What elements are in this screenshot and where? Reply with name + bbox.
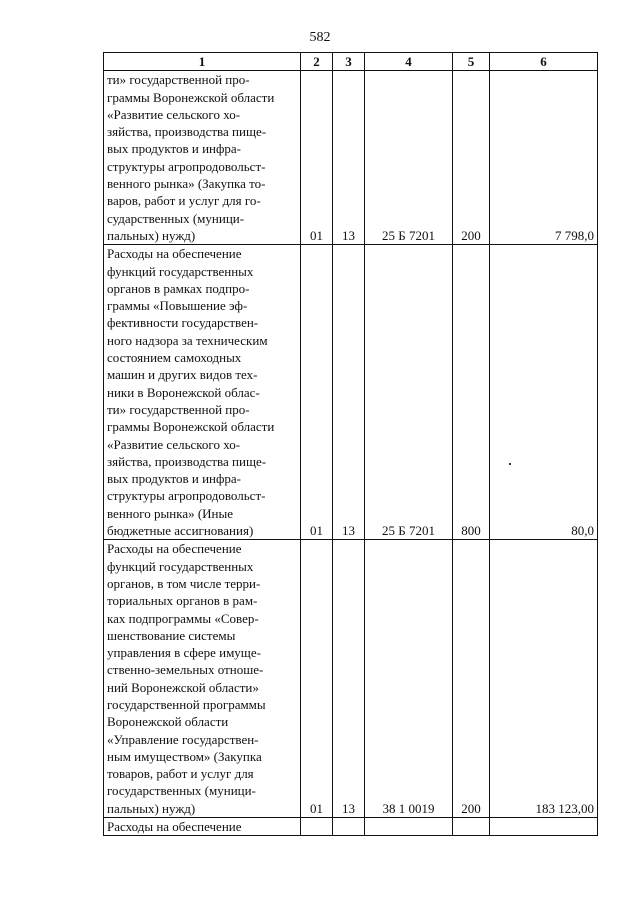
row-expense-type <box>453 818 490 836</box>
table-row <box>104 818 598 836</box>
row-section-code: 01 <box>301 245 333 540</box>
row-expense-type: 200 <box>453 71 490 245</box>
row-amount: 7 798,0 <box>490 71 598 245</box>
column-header-4: 4 <box>365 53 453 71</box>
row-target-article <box>365 818 453 836</box>
table-row <box>104 540 598 818</box>
table-row <box>104 245 598 540</box>
row-section-code <box>301 818 333 836</box>
table-header-row <box>104 53 598 71</box>
row-expense-type: 800 <box>453 245 490 540</box>
row-target-article: 38 1 0019 <box>365 540 453 818</box>
row-description: ти» государственной про- граммы Воронежской области «Развитие сельского хо- зяйства, производства пище- вых продуктов и инфра- структуры агропродовольст- венного рынка» (Закупка то- варов, работ и услуг для го- сударственных (муници- пальных) нужд) <box>104 71 301 245</box>
page-number: 582 <box>309 30 331 45</box>
row-target-article: 25 Б 7201 <box>365 71 453 245</box>
row-amount: 80,0 <box>490 245 598 540</box>
row-description: Расходы на обеспечение функций государственных органов, в том числе терри- ториальных органов в рам- ках подпрограммы «Совер- шенствование системы управления в сфере имуще- ственно-земельных отноше- ний Воронежской области» государственной программы Воронежской области «Управление государствен- ным имуществом» (Закупка товаров, работ и услуг для государственных (муници- пальных) нужд) <box>104 540 301 818</box>
column-header-3: 3 <box>333 53 365 71</box>
row-subsection-code: 13 <box>333 71 365 245</box>
row-section-code: 01 <box>301 540 333 818</box>
row-description: Расходы на обеспечение <box>104 818 301 836</box>
row-target-article: 25 Б 7201 <box>365 245 453 540</box>
row-expense-type: 200 <box>453 540 490 818</box>
row-subsection-code: 13 <box>333 540 365 818</box>
row-subsection-code <box>333 818 365 836</box>
column-header-5: 5 <box>453 53 490 71</box>
row-subsection-code: 13 <box>333 245 365 540</box>
row-description: Расходы на обеспечение функций государственных органов в рамках подпро- граммы «Повышение эф- фективности государствен- ного надзора за техническим состоянием самоходных машин и других видов тех- ники в Воронежской облас- ти» государственной про- граммы Воронежской области «Развитие сельского хо- зяйства, производства пище- вых продуктов и инфра- структуры агропродовольст- венного рынка» (Иные бюджетные ассигнования) <box>104 245 301 540</box>
budget-table <box>103 52 598 836</box>
table-row <box>104 71 598 245</box>
column-header-6: 6 <box>490 53 598 71</box>
column-header-1: 1 <box>104 53 301 71</box>
row-amount: 183 123,00 <box>490 540 598 818</box>
row-section-code: 01 <box>301 71 333 245</box>
row-amount <box>490 818 598 836</box>
column-header-2: 2 <box>301 53 333 71</box>
scan-speck <box>509 463 511 465</box>
